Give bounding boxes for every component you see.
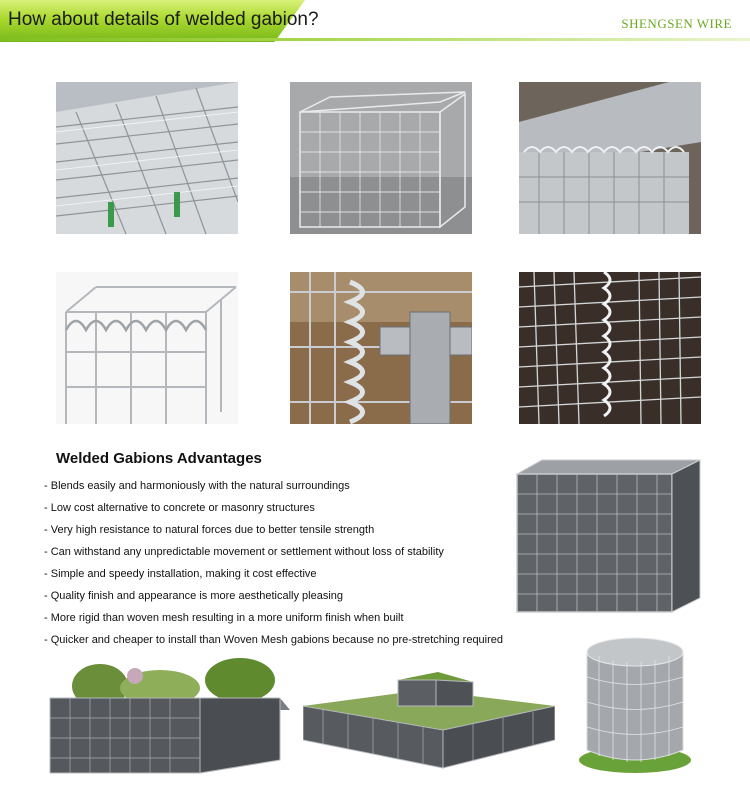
assembled-gabion-box-photo (290, 82, 472, 234)
gabion-raised-planter-image (40, 658, 290, 776)
advantage-item: - Quicker and cheaper to install than Woven Mesh gabions because no pre-stretching required (44, 632, 503, 654)
header-divider (0, 38, 750, 41)
page-title: How about details of welded gabion? (8, 9, 319, 30)
advantage-item: - Simple and speedy installation, making it cost effective (44, 566, 503, 588)
advantage-item: - Low cost alternative to concrete or masonry structures (44, 500, 503, 522)
cylindrical-stone-gabion-image (575, 632, 695, 774)
stacked-gabion-panels-photo (56, 82, 238, 234)
gabion-spiral-edge-photo (519, 82, 701, 234)
advantage-item: - Blends easily and harmoniously with the natural surroundings (44, 478, 503, 500)
spiral-joint-closeup-photo (519, 272, 701, 424)
advantage-item: - More rigid than woven mesh resulting in a more uniform finish when built (44, 610, 503, 632)
brand-name: SHENGSEN WIRE (621, 16, 732, 31)
spiral-caliper-measurement-photo (290, 272, 472, 424)
advantage-item: - Can withstand any unpredictable movement or settlement without loss of stability (44, 544, 503, 566)
tiered-gabion-garden-image (303, 668, 555, 770)
header-banner (0, 0, 750, 44)
advantages-list (44, 478, 503, 654)
advantages-title: Welded Gabions Advantages (56, 450, 262, 467)
advantage-item: - Very high resistance to natural forces due to better tensile strength (44, 522, 503, 544)
advantage-item: - Quality finish and appearance is more aesthetically pleasing (44, 588, 503, 610)
stone-filled-gabion-wall-image (512, 456, 702, 616)
gabion-corner-spiral-photo (56, 272, 238, 424)
